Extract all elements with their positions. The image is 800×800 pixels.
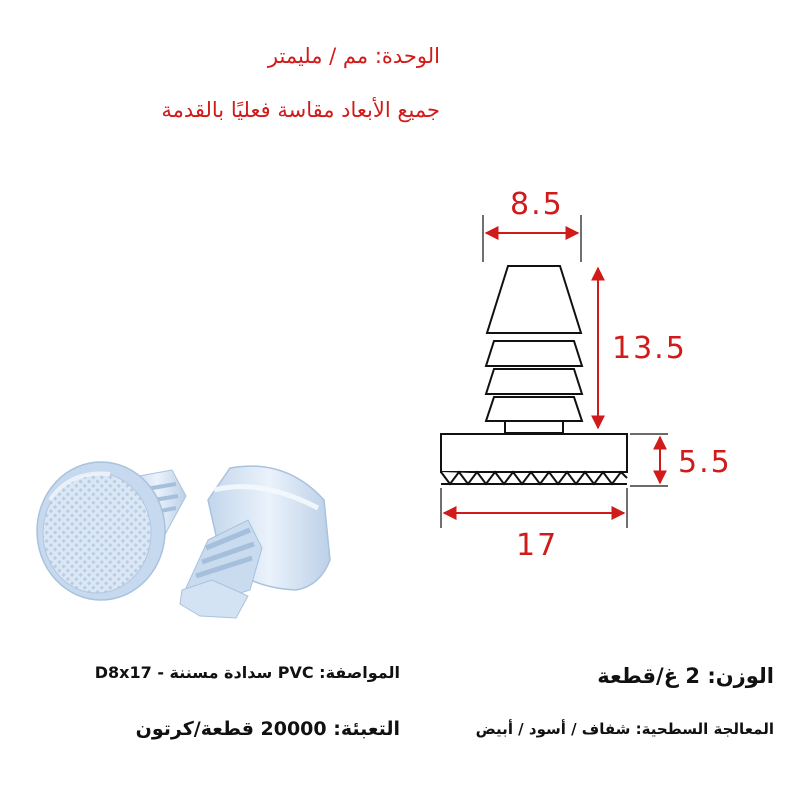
plug-top-cone bbox=[487, 266, 581, 333]
technical-drawing bbox=[441, 266, 627, 484]
plug-head bbox=[441, 434, 627, 472]
product-photo bbox=[37, 462, 330, 618]
dim-label-head-height: 5.5 bbox=[678, 445, 732, 480]
plug-rib-2 bbox=[486, 369, 582, 394]
dim-label-top-width: 8.5 bbox=[510, 187, 564, 222]
plug-photo-right bbox=[180, 466, 330, 618]
unit-label: الوحدة: مم / مليمتر bbox=[267, 44, 440, 68]
plug-rib-1 bbox=[486, 341, 582, 366]
spec-packing: التعبئة: 20000 قطعة/كرتون bbox=[135, 718, 400, 740]
plug-photo-left bbox=[37, 462, 186, 600]
plug-rib-3 bbox=[486, 397, 582, 421]
plug-head-serration bbox=[441, 472, 627, 484]
spec-weight: الوزن: 2 غ/قطعة bbox=[597, 664, 774, 688]
measurement-note: جميع الأبعاد مقاسة فعليًا بالقدمة bbox=[161, 98, 440, 122]
dim-label-cone-height: 13.5 bbox=[612, 331, 687, 366]
plug-neck bbox=[505, 421, 563, 433]
spec-finish: المعالجة السطحية: شفاف / أسود / أبيض bbox=[475, 720, 774, 738]
dim-label-head-width: 17 bbox=[516, 528, 559, 563]
spec-model: المواصفة: PVC سدادة مسننة - D8x17 bbox=[94, 663, 400, 682]
